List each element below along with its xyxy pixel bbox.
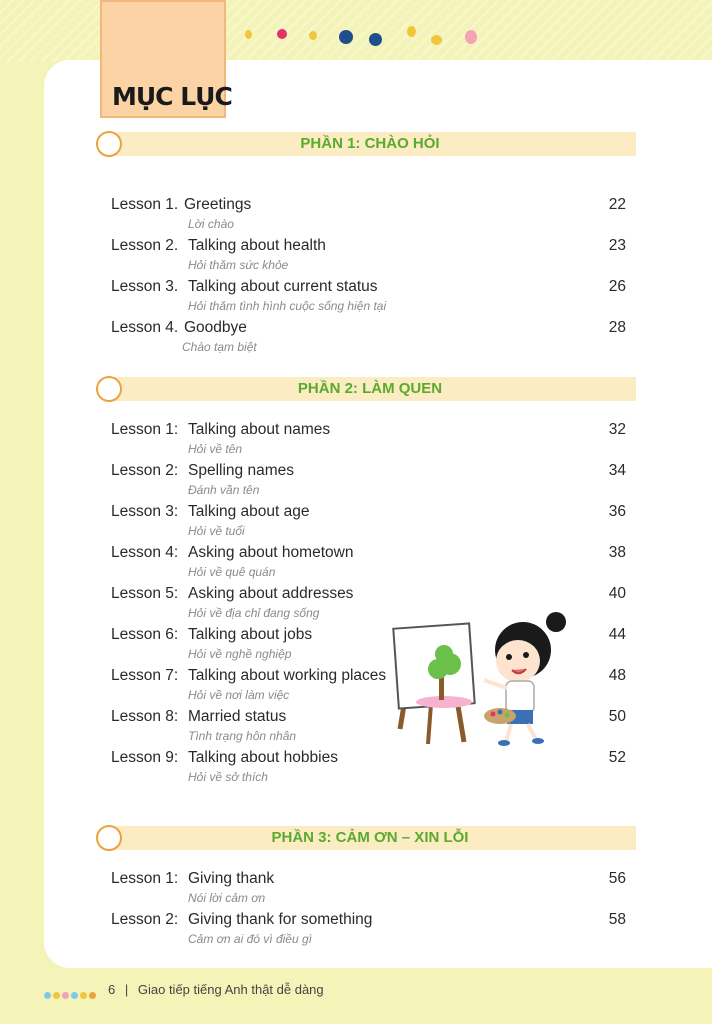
- lesson-title: Asking about addresses: [188, 585, 354, 602]
- footer-separator: |: [124, 982, 129, 997]
- lesson-title: Asking about hometown: [188, 544, 354, 561]
- lesson-number: Lesson 1.: [111, 196, 179, 213]
- section-title: PHẦN 3: CẢM ƠN – XIN LỖI: [271, 829, 469, 846]
- lesson-row[interactable]: [0, 237, 712, 272]
- lesson-row[interactable]: [0, 196, 712, 231]
- lesson-row[interactable]: [0, 708, 712, 743]
- lesson-title: Talking about names: [188, 421, 331, 438]
- lesson-subtitle: Tình trạng hôn nhân: [188, 729, 297, 743]
- page-title: MỤC LỤC: [112, 82, 232, 111]
- lesson-title: Giving thank for something: [188, 911, 373, 928]
- lesson-page-number: 32: [608, 421, 626, 438]
- title-box: [100, 0, 232, 118]
- lesson-page-number: 28: [608, 319, 626, 336]
- girl-painting-illustration: [386, 604, 586, 754]
- lesson-number: Lesson 2:: [111, 462, 179, 479]
- lesson-row[interactable]: [0, 585, 712, 620]
- lesson-subtitle: Chào tạm biệt: [182, 340, 257, 354]
- lesson-subtitle: Hỏi về nghề nghiệp: [188, 647, 292, 661]
- section-title: PHẦN 2: LÀM QUEN: [297, 380, 443, 397]
- lesson-page-number: 34: [608, 462, 626, 479]
- lesson-row[interactable]: [0, 278, 712, 313]
- lesson-number: Lesson 3.: [111, 278, 179, 295]
- lesson-title: Giving thank: [188, 870, 275, 887]
- lesson-subtitle: Hỏi về tên: [188, 442, 243, 456]
- lesson-title: Talking about working places: [188, 667, 387, 684]
- lesson-title: Talking about health: [188, 237, 326, 254]
- lesson-page-number: 38: [608, 544, 626, 561]
- lesson-subtitle: Nói lời cảm ơn: [188, 891, 266, 905]
- lesson-row[interactable]: [0, 667, 712, 702]
- lesson-subtitle: Hỏi thăm tình hình cuộc sống hiện tại: [188, 299, 387, 313]
- lesson-row[interactable]: [0, 749, 712, 784]
- lesson-title: Talking about hobbies: [188, 749, 338, 766]
- lesson-page-number: 23: [608, 237, 626, 254]
- lesson-subtitle: Hỏi thăm sức khỏe: [188, 258, 289, 272]
- lesson-number: Lesson 7:: [111, 667, 179, 684]
- lesson-number: Lesson 5:: [111, 585, 179, 602]
- lesson-row[interactable]: [0, 421, 712, 456]
- lesson-number: Lesson 1:: [111, 421, 179, 438]
- lesson-subtitle: Hỏi về địa chỉ đang sống: [188, 606, 320, 620]
- lesson-number: Lesson 2:: [111, 911, 179, 928]
- lesson-number: Lesson 9:: [111, 749, 179, 766]
- lesson-page-number: 44: [608, 626, 626, 643]
- lesson-row[interactable]: [0, 544, 712, 579]
- footer-book-title: Giao tiếp tiếng Anh thật dễ dàng: [137, 982, 324, 997]
- footer-page-number: 6: [108, 982, 116, 997]
- lesson-title: Talking about jobs: [188, 626, 313, 643]
- lesson-page-number: 48: [608, 667, 626, 684]
- lesson-number: Lesson 4.: [111, 319, 179, 336]
- lesson-number: Lesson 1:: [111, 870, 179, 887]
- lesson-number: Lesson 2.: [111, 237, 179, 254]
- lesson-subtitle: Hỏi về tuổi: [188, 524, 245, 538]
- lesson-subtitle: Cảm ơn ai đó vì điều gì: [188, 932, 312, 946]
- lesson-number: Lesson 8:: [111, 708, 179, 725]
- footer: [108, 982, 324, 997]
- lesson-row[interactable]: [0, 319, 712, 354]
- lesson-row[interactable]: [0, 503, 712, 538]
- lesson-subtitle: Lời chào: [188, 217, 234, 231]
- section-title: PHẦN 1: CHÀO HỎI: [300, 135, 440, 152]
- lesson-title: Goodbye: [184, 319, 247, 336]
- lesson-page-number: 50: [608, 708, 626, 725]
- lesson-page-number: 22: [608, 196, 626, 213]
- lesson-title: Greetings: [184, 196, 252, 213]
- lesson-page-number: 40: [608, 585, 626, 602]
- lesson-row[interactable]: [0, 911, 712, 946]
- footer-dots: [44, 986, 98, 1004]
- lesson-page-number: 52: [608, 749, 626, 766]
- lesson-row[interactable]: [0, 870, 712, 905]
- lesson-subtitle: Hỏi về nơi làm việc: [188, 688, 290, 702]
- lesson-title: Married status: [188, 708, 287, 725]
- lesson-page-number: 56: [608, 870, 626, 887]
- lesson-title: Talking about age: [188, 503, 310, 520]
- lesson-page-number: 26: [608, 278, 626, 295]
- lesson-subtitle: Đánh vần tên: [188, 483, 260, 497]
- lesson-title: Talking about current status: [188, 278, 378, 295]
- lesson-page-number: 58: [608, 911, 626, 928]
- lesson-page-number: 36: [608, 503, 626, 520]
- lesson-subtitle: Hỏi về sở thích: [188, 770, 268, 784]
- lesson-number: Lesson 4:: [111, 544, 179, 561]
- lesson-number: Lesson 6:: [111, 626, 179, 643]
- lesson-number: Lesson 3:: [111, 503, 179, 520]
- lesson-subtitle: Hỏi về quê quán: [188, 565, 276, 579]
- lesson-title: Spelling names: [188, 462, 294, 479]
- lesson-row[interactable]: [0, 462, 712, 497]
- lesson-row[interactable]: [0, 626, 712, 661]
